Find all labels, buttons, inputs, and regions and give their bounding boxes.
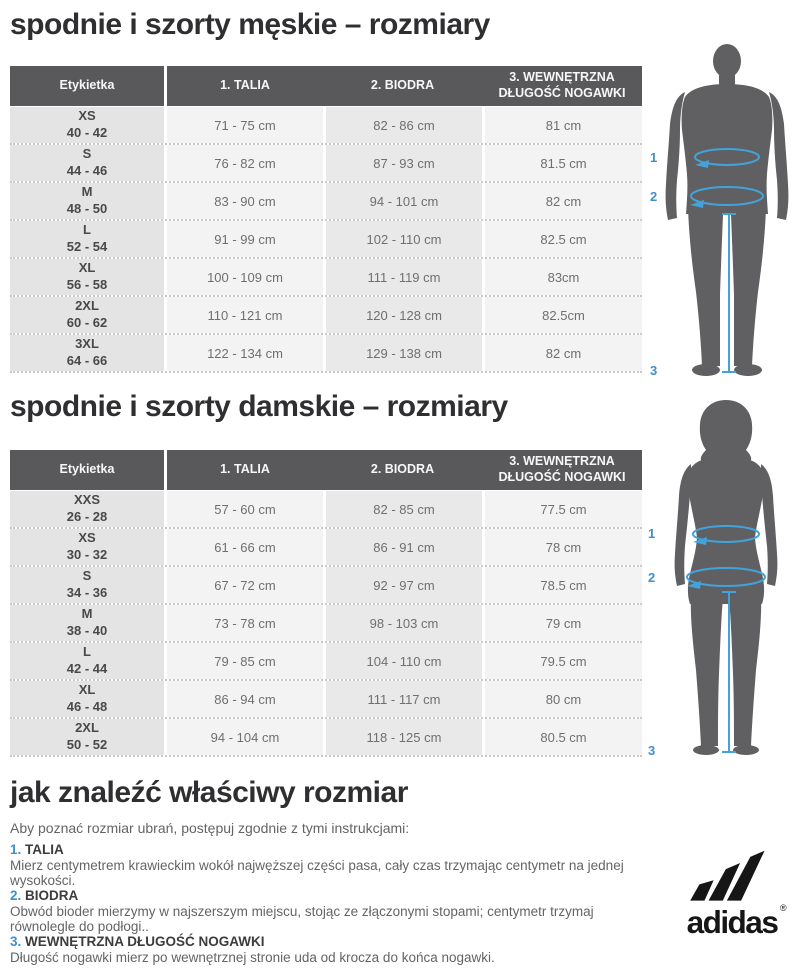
nogawka-cell: 80 cm <box>482 681 642 717</box>
step-name: TALIA <box>25 842 64 857</box>
biodra-cell: 82 - 85 cm <box>323 491 482 527</box>
measure-marker-2: 2 <box>648 570 656 585</box>
nogawka-cell: 78 cm <box>482 529 642 565</box>
nogawka-cell: 83cm <box>482 259 642 295</box>
talia-cell: 110 - 121 cm <box>164 297 323 333</box>
male-figure <box>642 44 794 378</box>
size-code: S <box>82 146 92 162</box>
biodra-cell: 120 - 128 cm <box>323 297 482 333</box>
men-size-table <box>10 66 642 373</box>
step-name: WEWNĘTRZNA DŁUGOŚĆ NOGAWKI <box>25 934 265 949</box>
talia-cell: 100 - 109 cm <box>164 259 323 295</box>
talia-cell: 67 - 72 cm <box>164 567 323 603</box>
nogawka-cell: 81 cm <box>482 107 642 143</box>
size-code: XXS <box>73 492 100 508</box>
talia-cell: 86 - 94 cm <box>164 681 323 717</box>
header-biodra: 2. BIODRA <box>370 462 435 477</box>
size-range: 46 - 48 <box>66 699 108 714</box>
size-code: XL <box>78 260 96 276</box>
biodra-cell: 102 - 110 cm <box>323 221 482 257</box>
size-label-cell <box>10 107 164 143</box>
adidas-stripes-icon <box>690 851 764 901</box>
women-size-table <box>10 450 642 757</box>
nogawka-cell: 82.5 cm <box>482 221 642 257</box>
female-figure <box>642 396 794 762</box>
adidas-wordmark: adidas <box>686 904 778 941</box>
size-range: 52 - 54 <box>66 239 108 254</box>
guide-steps <box>10 842 655 965</box>
size-code: M <box>81 606 93 622</box>
talia-cell: 76 - 82 cm <box>164 145 323 181</box>
nogawka-cell: 80.5 cm <box>482 719 642 755</box>
size-range: 44 - 46 <box>66 163 108 178</box>
measure-marker-3: 3 <box>650 363 658 378</box>
biodra-cell: 86 - 91 cm <box>323 529 482 565</box>
step-text: Mierz centymetrem krawieckim wokół najwęższej części pasa, cały czas trzymając centymetr na jednej wysokości. <box>10 858 624 888</box>
talia-cell: 91 - 99 cm <box>164 221 323 257</box>
biodra-cell: 129 - 138 cm <box>323 335 482 371</box>
nogawka-cell: 82 cm <box>482 183 642 219</box>
table-row <box>10 259 642 297</box>
biodra-cell: 118 - 125 cm <box>323 719 482 755</box>
biodra-cell: 87 - 93 cm <box>323 145 482 181</box>
size-code: 2XL <box>75 720 99 736</box>
step-text: Obwód bioder mierzymy w najszerszym miejscu, stojąc ze złączonymi stopami; centymetr trzymaj równolegle do podłogi.. <box>10 904 594 934</box>
step-text: Długość nogawki mierz po wewnętrznej stronie uda od krocza do końca nogawki. <box>10 950 495 965</box>
nogawka-cell: 77.5 cm <box>482 491 642 527</box>
table-body <box>10 107 642 373</box>
biodra-cell: 111 - 117 cm <box>323 681 482 717</box>
size-code: S <box>82 568 92 584</box>
biodra-cell: 82 - 86 cm <box>323 107 482 143</box>
header-talia: 1. TALIA <box>164 66 323 106</box>
size-range: 34 - 36 <box>66 585 108 600</box>
nogawka-cell: 82 cm <box>482 335 642 371</box>
size-label-cell <box>10 719 164 755</box>
size-range: 42 - 44 <box>66 661 108 676</box>
table-row <box>10 681 642 719</box>
measure-marker-1: 1 <box>648 526 656 541</box>
male-silhouette <box>666 44 789 376</box>
size-range: 38 - 40 <box>66 623 108 638</box>
size-range: 56 - 58 <box>66 277 108 292</box>
women-section-title: spodnie i szorty damskie – rozmiary <box>10 390 508 423</box>
guide-intro-text: Aby poznać rozmiar ubrań, postępuj zgodnie z tymi instrukcjami: <box>10 820 410 836</box>
step-heading <box>10 842 655 858</box>
table-row <box>10 491 642 529</box>
table-header-row <box>10 66 642 106</box>
size-code: 3XL <box>75 336 99 352</box>
nogawka-cell: 79.5 cm <box>482 643 642 679</box>
biodra-cell: 98 - 103 cm <box>323 605 482 641</box>
size-range: 26 - 28 <box>66 509 108 524</box>
talia-cell: 94 - 104 cm <box>164 719 323 755</box>
biodra-cell: 104 - 110 cm <box>323 643 482 679</box>
size-label-cell <box>10 335 164 371</box>
header-nogawka: 3. WEWNĘTRZNA DŁUGOŚĆ NOGAWKI <box>498 70 626 100</box>
table-body <box>10 491 642 757</box>
size-label-cell <box>10 605 164 641</box>
table-row <box>10 183 642 221</box>
header-etykietka: Etykietka <box>59 462 115 477</box>
size-label-cell <box>10 529 164 565</box>
guide-section-title: jak znaleźć właściwy rozmiar <box>10 776 408 809</box>
header-biodra: 2. BIODRA <box>370 78 435 93</box>
talia-cell: 79 - 85 cm <box>164 643 323 679</box>
size-code: XS <box>78 108 96 124</box>
size-label-cell <box>10 183 164 219</box>
measure-marker-3: 3 <box>648 743 656 758</box>
talia-cell: 83 - 90 cm <box>164 183 323 219</box>
table-row <box>10 719 642 757</box>
size-code: XS <box>78 530 96 546</box>
size-code: L <box>83 222 91 238</box>
measure-marker-2: 2 <box>650 189 658 204</box>
table-row <box>10 567 642 605</box>
table-row <box>10 643 642 681</box>
biodra-cell: 111 - 119 cm <box>323 259 482 295</box>
table-row <box>10 221 642 259</box>
size-label-cell <box>10 567 164 603</box>
talia-cell: 61 - 66 cm <box>164 529 323 565</box>
nogawka-cell: 78.5 cm <box>482 567 642 603</box>
size-code: 2XL <box>75 298 99 314</box>
step-heading <box>10 934 655 950</box>
table-header-row <box>10 450 642 490</box>
biodra-cell: 92 - 97 cm <box>323 567 482 603</box>
size-label-cell <box>10 297 164 333</box>
header-talia: 1. TALIA <box>164 450 323 490</box>
female-silhouette <box>675 400 778 755</box>
table-row <box>10 107 642 145</box>
talia-cell: 122 - 134 cm <box>164 335 323 371</box>
step-number: 1. <box>10 842 22 857</box>
talia-cell: 71 - 75 cm <box>164 107 323 143</box>
talia-cell: 57 - 60 cm <box>164 491 323 527</box>
measure-marker-1: 1 <box>650 150 658 165</box>
table-row <box>10 529 642 567</box>
men-section-title: spodnie i szorty męskie – rozmiary <box>10 8 490 41</box>
nogawka-cell: 81.5 cm <box>482 145 642 181</box>
step-number: 2. <box>10 888 22 903</box>
nogawka-cell: 82.5cm <box>482 297 642 333</box>
registered-mark: ® <box>779 902 787 913</box>
adidas-logo <box>678 840 790 945</box>
size-code: M <box>81 184 93 200</box>
biodra-cell: 94 - 101 cm <box>323 183 482 219</box>
table-row <box>10 335 642 373</box>
step-name: BIODRA <box>25 888 79 903</box>
size-label-cell <box>10 145 164 181</box>
talia-cell: 73 - 78 cm <box>164 605 323 641</box>
size-label-cell <box>10 681 164 717</box>
size-range: 64 - 66 <box>66 353 108 368</box>
size-code: L <box>83 644 91 660</box>
header-etykietka: Etykietka <box>59 78 115 93</box>
size-range: 30 - 32 <box>66 547 108 562</box>
header-nogawka: 3. WEWNĘTRZNA DŁUGOŚĆ NOGAWKI <box>498 454 626 484</box>
size-label-cell <box>10 259 164 295</box>
table-row <box>10 297 642 335</box>
step-heading <box>10 888 655 904</box>
step-number: 3. <box>10 934 22 949</box>
size-range: 60 - 62 <box>66 315 108 330</box>
size-label-cell <box>10 491 164 527</box>
table-row <box>10 605 642 643</box>
size-label-cell <box>10 643 164 679</box>
nogawka-cell: 79 cm <box>482 605 642 641</box>
size-label-cell <box>10 221 164 257</box>
size-code: XL <box>78 682 96 698</box>
size-range: 50 - 52 <box>66 737 108 752</box>
size-range: 48 - 50 <box>66 201 108 216</box>
size-range: 40 - 42 <box>66 125 108 140</box>
table-row <box>10 145 642 183</box>
